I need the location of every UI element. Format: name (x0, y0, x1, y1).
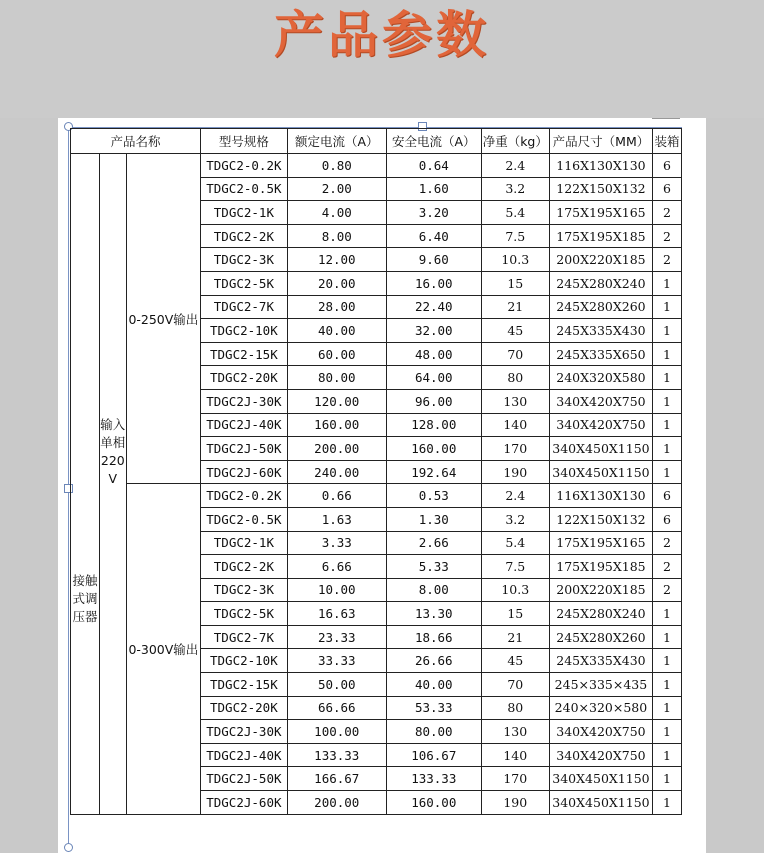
model-cell: TDGC2J-60K (201, 460, 288, 484)
model-cell: TDGC2J-50K (201, 437, 288, 461)
model-cell: TDGC2-10K (201, 649, 288, 673)
model-cell: TDGC2-2K (201, 555, 288, 579)
model-cell: TDGC2J-50K (201, 767, 288, 791)
net-weight-cell: 5.4 (481, 201, 549, 225)
rated-current-cell: 133.33 (287, 743, 386, 767)
packing-cell: 1 (653, 295, 682, 319)
model-cell: TDGC2-0.2K (201, 484, 288, 508)
input-spec-cell: 输入单相220V (99, 154, 126, 815)
safe-current-cell: 32.00 (386, 319, 481, 343)
model-cell: TDGC2J-40K (201, 743, 288, 767)
net-weight-cell: 7.5 (481, 224, 549, 248)
safe-current-cell: 53.33 (386, 696, 481, 720)
net-weight-cell: 45 (481, 649, 549, 673)
size-cell: 245X280X260 (549, 295, 652, 319)
page-title: 产品参数 (274, 6, 490, 64)
safe-current-cell: 80.00 (386, 720, 481, 744)
safe-current-cell: 0.53 (386, 484, 481, 508)
header-packing: 装箱 (653, 129, 682, 154)
safe-current-cell: 128.00 (386, 413, 481, 437)
packing-cell: 2 (653, 248, 682, 272)
safe-current-cell: 18.66 (386, 625, 481, 649)
size-cell: 122X150X132 (549, 177, 652, 201)
rated-current-cell: 0.80 (287, 154, 386, 178)
safe-current-cell: 40.00 (386, 673, 481, 697)
safe-current-cell: 106.67 (386, 743, 481, 767)
safe-current-cell: 3.20 (386, 201, 481, 225)
packing-cell: 2 (653, 555, 682, 579)
safe-current-cell: 13.30 (386, 602, 481, 626)
size-cell: 245X280X240 (549, 602, 652, 626)
size-cell: 245X335X430 (549, 649, 652, 673)
net-weight-cell: 45 (481, 319, 549, 343)
rated-current-cell: 20.00 (287, 271, 386, 295)
net-weight-cell: 21 (481, 625, 549, 649)
header-row (71, 129, 682, 154)
header-product-name: 产品名称 (71, 129, 201, 154)
size-cell: 116X130X130 (549, 484, 652, 508)
net-weight-cell: 130 (481, 720, 549, 744)
packing-cell: 1 (653, 342, 682, 366)
rated-current-cell: 120.00 (287, 389, 386, 413)
net-weight-cell: 190 (481, 460, 549, 484)
net-weight-cell: 170 (481, 767, 549, 791)
header-model: 型号规格 (201, 129, 288, 154)
net-weight-cell: 3.2 (481, 507, 549, 531)
size-cell: 175X195X185 (549, 224, 652, 248)
size-cell: 245X280X240 (549, 271, 652, 295)
safe-current-cell: 5.33 (386, 555, 481, 579)
safe-current-cell: 133.33 (386, 767, 481, 791)
safe-current-cell: 192.64 (386, 460, 481, 484)
packing-cell: 6 (653, 154, 682, 178)
size-cell: 340X420X750 (549, 743, 652, 767)
net-weight-cell: 10.3 (481, 248, 549, 272)
net-weight-cell: 140 (481, 743, 549, 767)
size-cell: 340X450X1150 (549, 767, 652, 791)
rated-current-cell: 4.00 (287, 201, 386, 225)
header-net-weight: 净重（kg） (481, 129, 549, 154)
packing-cell: 1 (653, 743, 682, 767)
model-cell: TDGC2-5K (201, 271, 288, 295)
packing-cell: 1 (653, 602, 682, 626)
model-cell: TDGC2-2K (201, 224, 288, 248)
packing-cell: 1 (653, 720, 682, 744)
packing-cell: 1 (653, 767, 682, 791)
safe-current-cell: 160.00 (386, 791, 481, 815)
rated-current-cell: 1.63 (287, 507, 386, 531)
model-cell: TDGC2-15K (201, 673, 288, 697)
model-cell: TDGC2J-60K (201, 791, 288, 815)
packing-cell: 1 (653, 271, 682, 295)
header-safe-current: 安全电流（A） (386, 129, 481, 154)
packing-cell: 1 (653, 319, 682, 343)
safe-current-cell: 9.60 (386, 248, 481, 272)
packing-cell: 1 (653, 413, 682, 437)
model-cell: TDGC2J-40K (201, 413, 288, 437)
header-rated-current: 额定电流（A） (287, 129, 386, 154)
model-cell: TDGC2-1K (201, 201, 288, 225)
model-cell: TDGC2-7K (201, 295, 288, 319)
header-size: 产品尺寸（MM） (549, 129, 652, 154)
rated-current-cell: 10.00 (287, 578, 386, 602)
rated-current-cell: 6.66 (287, 555, 386, 579)
net-weight-cell: 70 (481, 342, 549, 366)
net-weight-cell: 21 (481, 295, 549, 319)
packing-cell: 1 (653, 366, 682, 390)
size-cell: 175X195X165 (549, 531, 652, 555)
rated-current-cell: 28.00 (287, 295, 386, 319)
model-cell: TDGC2-0.5K (201, 177, 288, 201)
packing-cell: 1 (653, 625, 682, 649)
size-cell: 340X420X750 (549, 413, 652, 437)
safe-current-cell: 96.00 (386, 389, 481, 413)
packing-cell: 2 (653, 201, 682, 225)
safe-current-cell: 6.40 (386, 224, 481, 248)
safe-current-cell: 64.00 (386, 366, 481, 390)
table-row (71, 484, 682, 508)
rated-current-cell: 66.66 (287, 696, 386, 720)
size-cell: 340X450X1150 (549, 791, 652, 815)
model-cell: TDGC2-3K (201, 578, 288, 602)
net-weight-cell: 140 (481, 413, 549, 437)
rated-current-cell: 16.63 (287, 602, 386, 626)
size-cell: 245×335×435 (549, 673, 652, 697)
net-weight-cell: 130 (481, 389, 549, 413)
rated-current-cell: 3.33 (287, 531, 386, 555)
packing-cell: 2 (653, 224, 682, 248)
rated-current-cell: 80.00 (287, 366, 386, 390)
safe-current-cell: 8.00 (386, 578, 481, 602)
table-body (71, 154, 682, 815)
size-cell: 245X280X260 (549, 625, 652, 649)
net-weight-cell: 15 (481, 602, 549, 626)
rated-current-cell: 200.00 (287, 791, 386, 815)
net-weight-cell: 2.4 (481, 484, 549, 508)
model-cell: TDGC2J-30K (201, 389, 288, 413)
model-cell: TDGC2-20K (201, 366, 288, 390)
safe-current-cell: 1.60 (386, 177, 481, 201)
model-cell: TDGC2-0.5K (201, 507, 288, 531)
net-weight-cell: 190 (481, 791, 549, 815)
corner-mark (652, 118, 680, 123)
size-cell: 200X220X185 (549, 248, 652, 272)
model-cell: TDGC2-15K (201, 342, 288, 366)
safe-current-cell: 22.40 (386, 295, 481, 319)
safe-current-cell: 160.00 (386, 437, 481, 461)
packing-cell: 1 (653, 460, 682, 484)
model-cell: TDGC2-3K (201, 248, 288, 272)
safe-current-cell: 16.00 (386, 271, 481, 295)
net-weight-cell: 15 (481, 271, 549, 295)
safe-current-cell: 48.00 (386, 342, 481, 366)
packing-cell: 6 (653, 484, 682, 508)
size-cell: 175X195X165 (549, 201, 652, 225)
size-cell: 200X220X185 (549, 578, 652, 602)
size-cell: 245X335X430 (549, 319, 652, 343)
size-cell: 340X450X1150 (549, 437, 652, 461)
packing-cell: 1 (653, 696, 682, 720)
rated-current-cell: 160.00 (287, 413, 386, 437)
net-weight-cell: 7.5 (481, 555, 549, 579)
packing-cell: 6 (653, 177, 682, 201)
size-cell: 340X420X750 (549, 720, 652, 744)
rated-current-cell: 33.33 (287, 649, 386, 673)
size-cell: 116X130X130 (549, 154, 652, 178)
resize-handle-bottom-left[interactable] (64, 843, 73, 852)
rated-current-cell: 0.66 (287, 484, 386, 508)
output-range-cell: 0-300V输出 (126, 484, 200, 814)
packing-cell: 2 (653, 578, 682, 602)
size-cell: 175X195X185 (549, 555, 652, 579)
rated-current-cell: 23.33 (287, 625, 386, 649)
rated-current-cell: 12.00 (287, 248, 386, 272)
packing-cell: 1 (653, 791, 682, 815)
rated-current-cell: 166.67 (287, 767, 386, 791)
rated-current-cell: 40.00 (287, 319, 386, 343)
rated-current-cell: 200.00 (287, 437, 386, 461)
output-range-cell: 0-250V输出 (126, 154, 200, 484)
model-cell: TDGC2-5K (201, 602, 288, 626)
model-cell: TDGC2-20K (201, 696, 288, 720)
packing-cell: 1 (653, 437, 682, 461)
rated-current-cell: 8.00 (287, 224, 386, 248)
model-cell: TDGC2-7K (201, 625, 288, 649)
model-cell: TDGC2-10K (201, 319, 288, 343)
model-cell: TDGC2J-30K (201, 720, 288, 744)
net-weight-cell: 170 (481, 437, 549, 461)
net-weight-cell: 10.3 (481, 578, 549, 602)
rated-current-cell: 240.00 (287, 460, 386, 484)
banner (0, 0, 764, 118)
size-cell: 340X420X750 (549, 389, 652, 413)
net-weight-cell: 70 (481, 673, 549, 697)
safe-current-cell: 0.64 (386, 154, 481, 178)
safe-current-cell: 2.66 (386, 531, 481, 555)
rated-current-cell: 2.00 (287, 177, 386, 201)
size-cell: 240×320×580 (549, 696, 652, 720)
safe-current-cell: 26.66 (386, 649, 481, 673)
size-cell: 240X320X580 (549, 366, 652, 390)
size-cell: 245X335X650 (549, 342, 652, 366)
model-cell: TDGC2-0.2K (201, 154, 288, 178)
packing-cell: 1 (653, 389, 682, 413)
rated-current-cell: 60.00 (287, 342, 386, 366)
safe-current-cell: 1.30 (386, 507, 481, 531)
packing-cell: 2 (653, 531, 682, 555)
rated-current-cell: 100.00 (287, 720, 386, 744)
product-type-cell: 接触式调压器 (71, 154, 100, 815)
packing-cell: 6 (653, 507, 682, 531)
net-weight-cell: 5.4 (481, 531, 549, 555)
rated-current-cell: 50.00 (287, 673, 386, 697)
net-weight-cell: 80 (481, 696, 549, 720)
model-cell: TDGC2-1K (201, 531, 288, 555)
table-row (71, 154, 682, 178)
packing-cell: 1 (653, 649, 682, 673)
net-weight-cell: 80 (481, 366, 549, 390)
size-cell: 122X150X132 (549, 507, 652, 531)
packing-cell: 1 (653, 673, 682, 697)
net-weight-cell: 3.2 (481, 177, 549, 201)
size-cell: 340X450X1150 (549, 460, 652, 484)
net-weight-cell: 2.4 (481, 154, 549, 178)
spec-table (70, 128, 682, 815)
